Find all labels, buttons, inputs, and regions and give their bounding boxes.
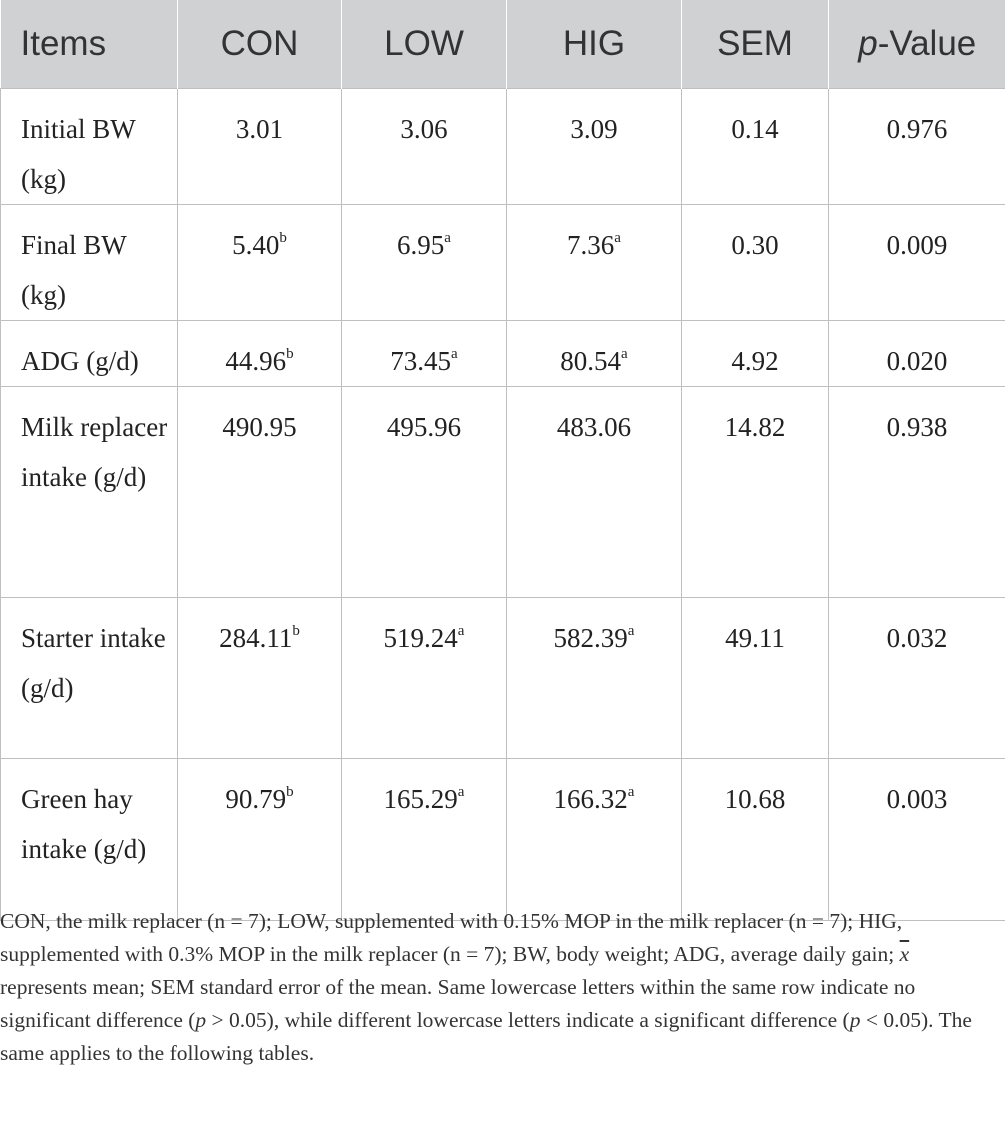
- sem-cell: 49.11: [682, 598, 829, 759]
- header-p-italic: p: [858, 24, 878, 63]
- p-value-cell: 0.032: [829, 598, 1005, 759]
- low-value: 3.06: [400, 114, 448, 144]
- con-cell: [178, 205, 342, 321]
- con-value: 284.11: [219, 623, 293, 653]
- table-body: [1, 89, 1005, 921]
- header-p-value: [829, 0, 1005, 89]
- p-value-cell: 0.976: [829, 89, 1005, 205]
- footnote-p-symbol: p: [849, 1008, 861, 1032]
- low-value: 6.95: [397, 230, 445, 260]
- hig-value: 582.39: [553, 623, 628, 653]
- p-value-cell: 0.938: [829, 387, 1005, 598]
- footnote-part2: represents mean; SEM standard error of the mean. Same lowercase letters within the same row indicate no significant difference (: [0, 975, 916, 1032]
- footnote-part1: CON, the milk replacer (n = 7); LOW, supplemented with 0.15% MOP in the milk replacer (n = 7); HIG, supplemented with 0.3% MOP in the milk replacer (n = 7); BW, body weight; ADG, average daily gain;: [0, 909, 903, 966]
- hig-letter: a: [614, 230, 621, 246]
- sem-cell: 4.92: [682, 321, 829, 387]
- mean-symbol: $\overline{x}$: [899, 942, 910, 966]
- sem-cell: 0.14: [682, 89, 829, 205]
- item-label: Final BW (kg): [21, 230, 127, 310]
- con-value: 44.96: [225, 346, 287, 376]
- item-label: Starter intake (g/d): [21, 623, 166, 703]
- low-value: 165.29: [383, 784, 458, 814]
- hig-letter: a: [627, 623, 635, 639]
- hig-letter: a: [621, 346, 628, 362]
- low-letter: a: [457, 784, 465, 800]
- low-value: 73.45: [390, 346, 452, 376]
- sem-cell: 0.30: [682, 205, 829, 321]
- hig-value: 80.54: [560, 346, 622, 376]
- item-cell: [1, 387, 178, 598]
- header-low: LOW: [342, 0, 507, 89]
- table-footnote: [0, 905, 1000, 1070]
- low-cell: [342, 205, 507, 321]
- header-con: CON: [178, 0, 342, 89]
- con-letter: b: [286, 346, 294, 362]
- table-row: [1, 759, 1005, 921]
- hig-value: 166.32: [553, 784, 628, 814]
- footnote-p-symbol: p: [195, 1008, 207, 1032]
- low-cell: [342, 89, 507, 205]
- item-label: Green hay intake (g/d): [21, 784, 147, 864]
- hig-cell: [507, 89, 682, 205]
- hig-value: 483.06: [556, 412, 632, 442]
- hig-cell: [507, 387, 682, 598]
- low-letter: a: [457, 623, 465, 639]
- header-sem: SEM: [682, 0, 829, 89]
- footnote-part4: < 0.05). The same applies to the following tables.: [0, 1008, 972, 1065]
- header-hig: HIG: [507, 0, 682, 89]
- table-row: [1, 205, 1005, 321]
- low-letter: a: [444, 230, 451, 246]
- con-cell: [178, 759, 342, 921]
- item-label: Milk replacer intake (g/d): [21, 412, 168, 492]
- hig-cell: [507, 598, 682, 759]
- item-label: ADG (g/d): [21, 346, 139, 376]
- low-cell: [342, 387, 507, 598]
- item-cell: [1, 598, 178, 759]
- low-value: 495.96: [386, 412, 462, 442]
- sem-cell: 14.82: [682, 387, 829, 598]
- con-value: 5.40: [232, 230, 280, 260]
- low-cell: [342, 759, 507, 921]
- con-letter: b: [286, 784, 294, 800]
- hig-cell: [507, 205, 682, 321]
- table-row: [1, 89, 1005, 205]
- con-cell: [178, 89, 342, 205]
- table-row: [1, 387, 1005, 598]
- con-value: 3.01: [235, 114, 284, 144]
- con-cell: [178, 321, 342, 387]
- low-value: 519.24: [383, 623, 458, 653]
- header-p-rest: -Value: [877, 24, 977, 63]
- item-label: Initial BW (kg): [21, 114, 136, 194]
- con-value: 90.79: [225, 784, 287, 814]
- p-value-cell: 0.020: [829, 321, 1005, 387]
- hig-cell: [507, 759, 682, 921]
- hig-value: 3.09: [570, 114, 618, 144]
- header-items: Items: [1, 0, 178, 89]
- item-cell: [1, 321, 178, 387]
- table-row: [1, 598, 1005, 759]
- sem-cell: 10.68: [682, 759, 829, 921]
- table-header: [1, 0, 1005, 89]
- low-cell: [342, 598, 507, 759]
- con-letter: b: [292, 623, 300, 639]
- con-cell: [178, 387, 342, 598]
- table-row: [1, 321, 1005, 387]
- p-value-cell: 0.003: [829, 759, 1005, 921]
- hig-value: 7.36: [567, 230, 615, 260]
- con-cell: [178, 598, 342, 759]
- header-row: [1, 0, 1005, 89]
- low-letter: a: [451, 346, 458, 362]
- item-cell: [1, 205, 178, 321]
- low-cell: [342, 321, 507, 387]
- item-cell: [1, 759, 178, 921]
- footnote-part3: > 0.05), while different lowercase letters indicate a significant difference (: [206, 1008, 850, 1032]
- con-letter: b: [279, 230, 287, 246]
- item-cell: [1, 89, 178, 205]
- hig-letter: a: [627, 784, 635, 800]
- p-value-cell: 0.009: [829, 205, 1005, 321]
- hig-cell: [507, 321, 682, 387]
- con-value: 490.95: [222, 412, 297, 442]
